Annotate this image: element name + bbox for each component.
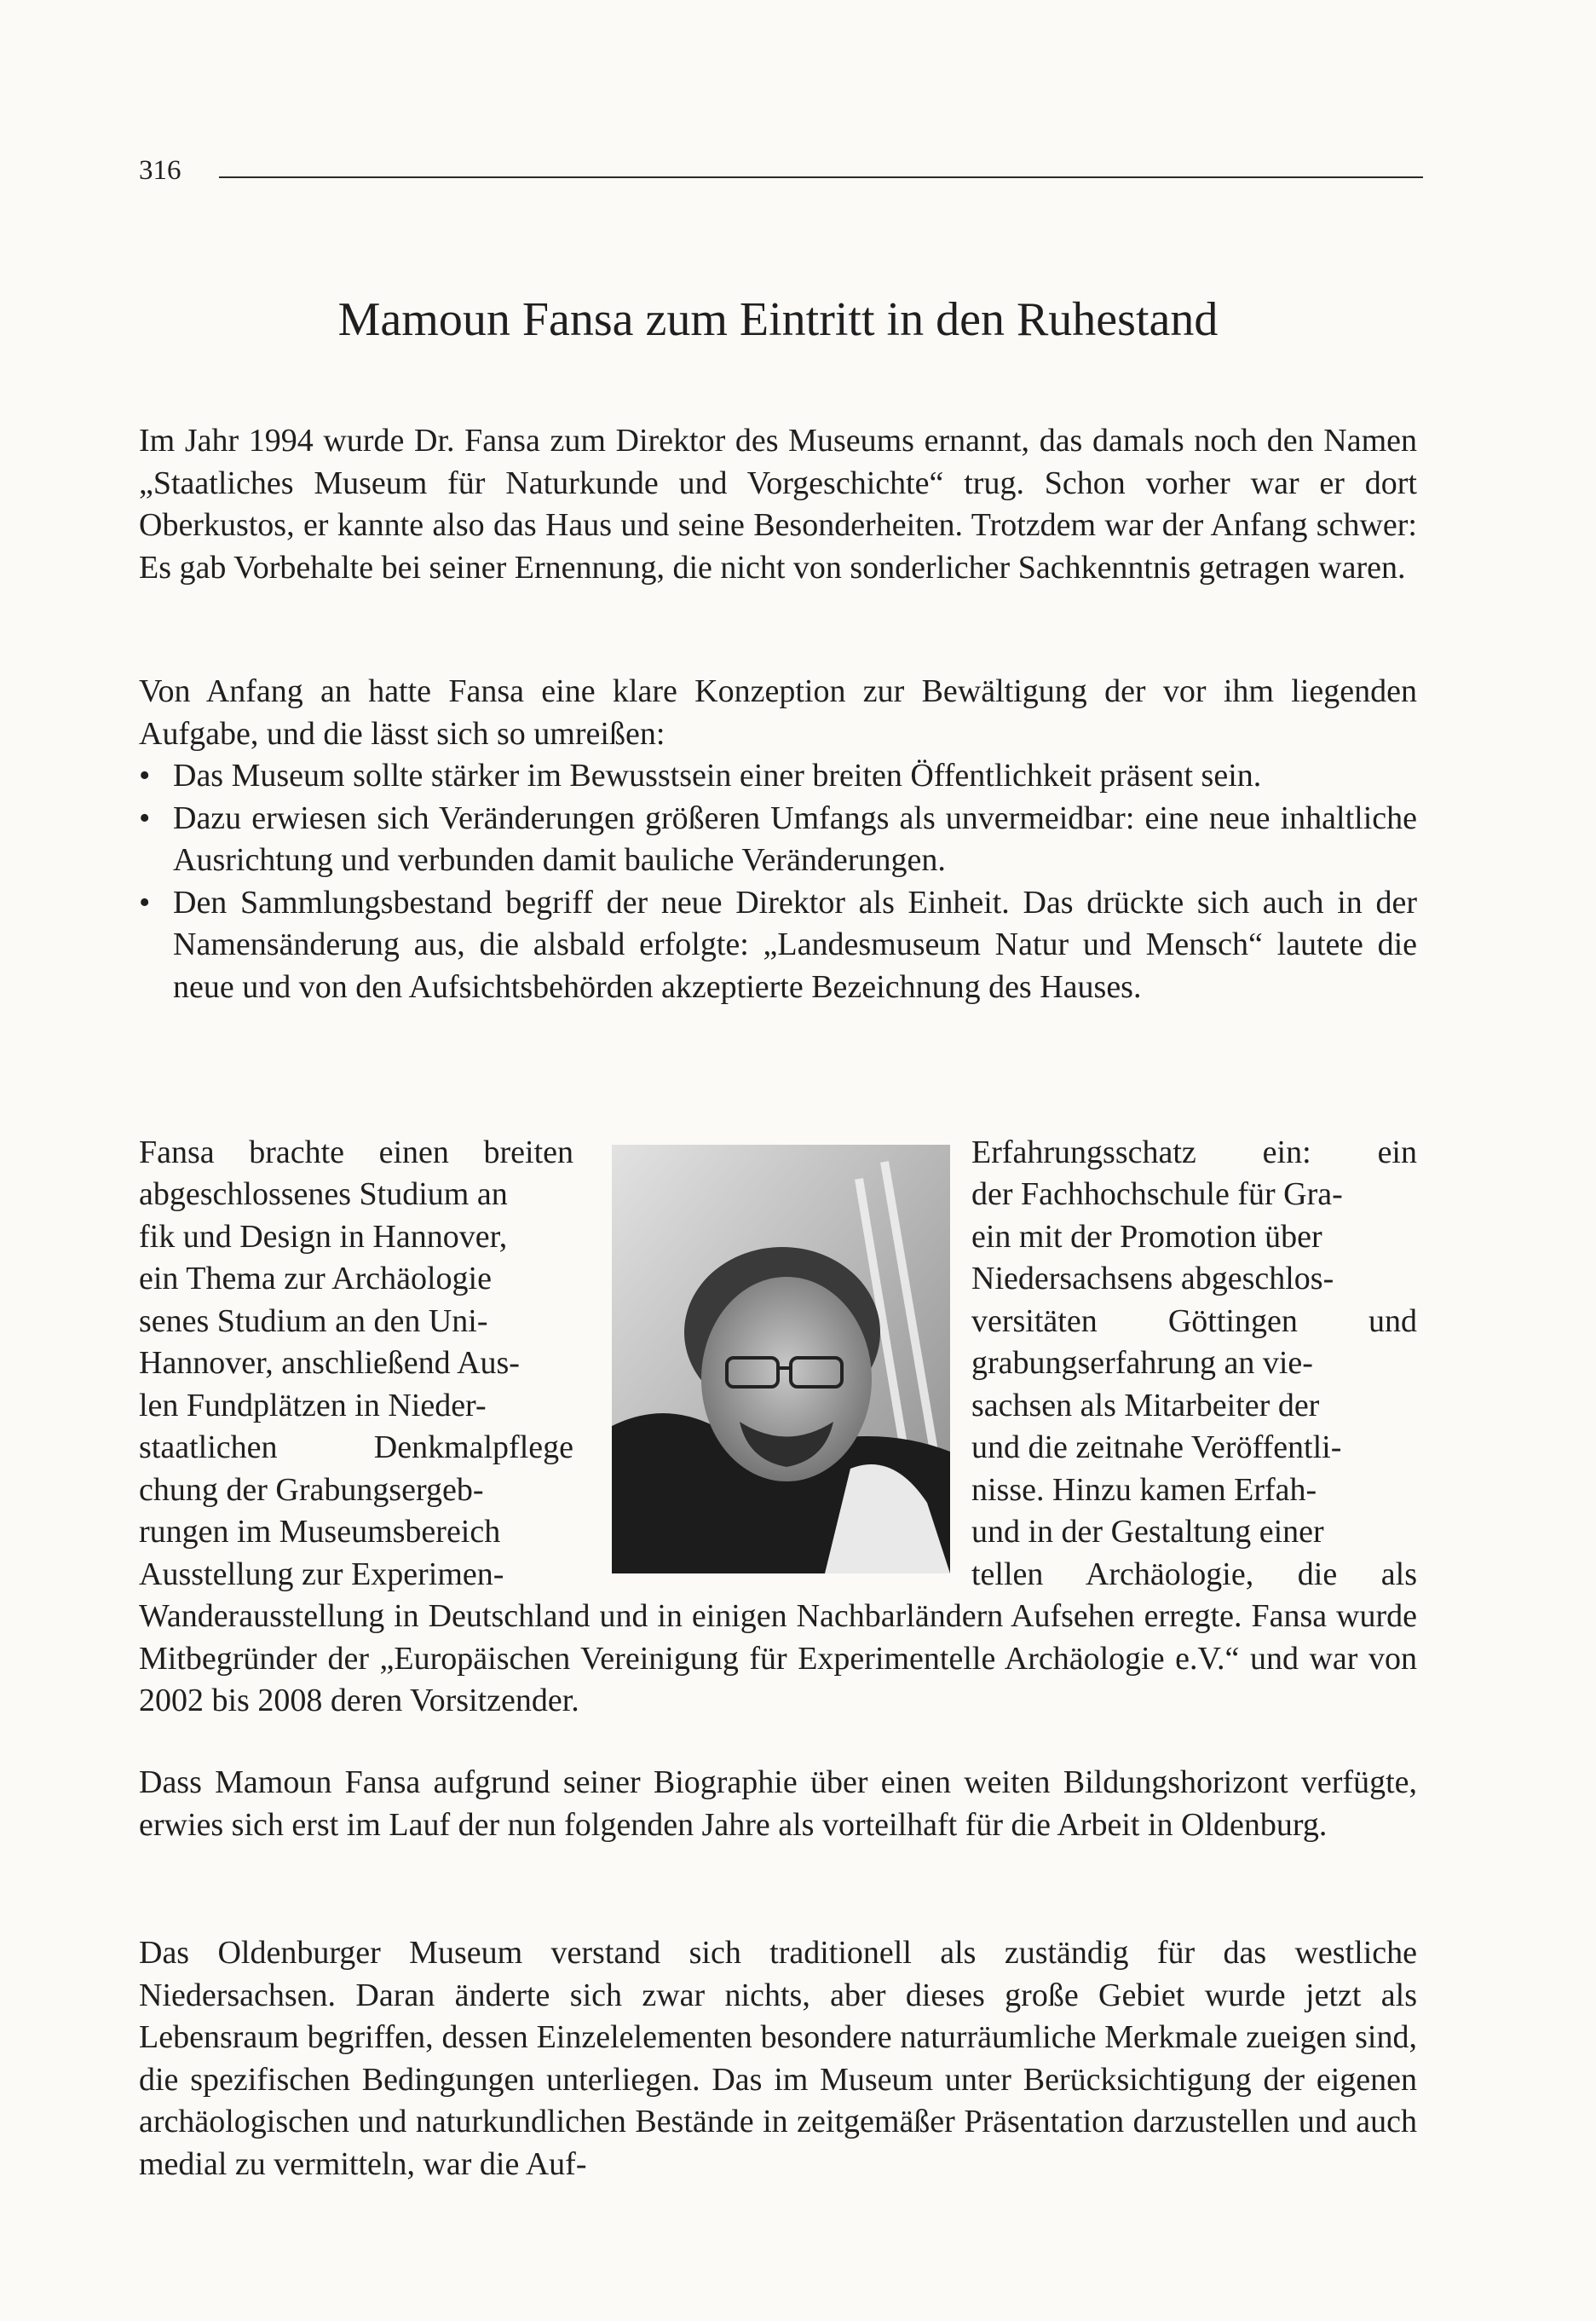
portrait-image [612,1145,950,1573]
left-column-line: abgeschlossenes Studium an [139,1176,508,1212]
left-column-line: chung der Grabungsergeb- [139,1472,484,1508]
bullet-icon: • [139,758,151,794]
article-title: Mamoun Fansa zum Eintritt in den Ruhestand [337,292,1219,346]
right-column-line: und in der Gestaltung einer [971,1514,1324,1550]
left-column-line: staatlichen Denkmalpflege [139,1429,573,1465]
paragraph-1-text: Im Jahr 1994 wurde Dr. Fansa zum Direktor des Museums ernannt, das damals noch den Namen „Staatliches Museum für Naturkunde und Vorgeschichte“ trug. Schon vorher war er dort Oberkustos, er kannte also das Haus und seine Besonderheiten. Trotzdem war der Anfang schwer: Es gab Vorbehalte bei seiner Ernennung, die nicht von sonderlicher Sachkenntnis getragen waren. [139,423,1417,586]
bullet-icon: • [139,800,151,836]
left-column-line: Ausstellung zur Experimen- [139,1556,504,1592]
paragraph-5 [139,1932,1417,2185]
left-column-line: ein Thema zur Archäologie [139,1261,492,1296]
paragraph-4 [139,1762,1417,1846]
right-column-line: und die zeitnahe Veröffentli- [971,1429,1342,1465]
paragraph-5-text: Das Oldenburger Museum verstand sich traditionell als zuständig für das westliche Niedersachsen. Daran änderte sich zwar nichts, aber dieses große Gebiet wurde jetzt als Lebensraum begriffen, dessen Einzelelementen besondere naturräumliche Merkmale zueigen sind, die spezifischen Bedingungen unterliegen. Das im Museum unter Berücksichtigung der eigenen archäologischen und naturkundlichen Bestände in zeitgemäßer Präsentation darzustellen und auch medial zu vermitteln, war die Auf- [139,1935,1417,2182]
list-item [139,755,1417,798]
bullet-icon: • [139,884,151,921]
list-item-text: Dazu erwiesen sich Veränderungen größeren Umfangs als unvermeidbar: eine neue inhaltliche Ausrichtung und verbunden damit bauliche Veränderungen. [173,800,1417,878]
header-rule [219,176,1423,178]
left-column-line: Fansa brachte einen breiten [139,1135,573,1170]
right-column-line: ein mit der Promotion über [971,1219,1322,1255]
left-column-line: fik und Design in Hannover, [139,1219,508,1255]
right-column-line: versitäten Göttingen und [971,1303,1417,1339]
left-column-line: senes Studium an den Uni- [139,1303,488,1339]
bullet-list [139,755,1417,1008]
paragraph-4-text: Dass Mamoun Fansa aufgrund seiner Biographie über einen weiten Bildungshorizont verfügte, erwies sich erst im Lauf der nun folgenden Jahre als vorteilhaft für die Arbeit in Oldenburg. [139,1764,1417,1843]
right-column-line: grabungserfahrung an vie- [971,1345,1313,1381]
list-item-text: Das Museum sollte stärker im Bewusstsein einer breiten Öffentlichkeit präsent sein. [173,758,1262,794]
right-column-line: sachsen als Mitarbeiter der [971,1388,1320,1423]
paragraph-2 [139,671,1417,755]
list-item [139,882,1417,1009]
left-column-line: len Fundplätzen in Nieder- [139,1388,487,1423]
right-column-line: tellen Archäologie, die als [971,1556,1417,1592]
page-number: 316 [139,155,181,186]
right-column-line: der Fachhochschule für Gra- [971,1176,1343,1212]
paragraph-3 [139,1596,1417,1723]
list-item-text: Den Sammlungsbestand begriff der neue Direktor als Einheit. Das drückte sich auch in der Namensänderung aus, die alsbald erfolgte: „Landesmuseum Natur und Mensch“ lautete die neue und von den Aufsichtsbehörden akzeptierte Bezeichnung des Hauses. [173,884,1417,1005]
right-column-line: nisse. Hinzu kamen Erfah- [971,1472,1317,1508]
left-column-line: Hannover, anschließend Aus- [139,1345,520,1381]
right-column-line: Niedersachsens abgeschlos- [971,1261,1334,1296]
paragraph-1 [139,420,1417,589]
list-item [139,798,1417,882]
paragraph-2-text: Von Anfang an hatte Fansa eine klare Konzeption zur Bewältigung der vor ihm liegenden Aufgabe, und die lässt sich so umreißen: [139,673,1417,752]
left-column-line: rungen im Museumsbereich [139,1514,501,1550]
portrait-photo [612,1145,950,1573]
paragraph-3-text: Wanderausstellung in Deutschland und in einigen Nachbarländern Aufsehen erregte. Fansa wurde Mitbegründer der „Europäischen Vereinigung für Experimentelle Archäologie e.V.“ und war von 2002 bis 2008 deren Vorsitzender. [139,1598,1417,1718]
right-column-line: Erfahrungsschatz ein: ein [971,1135,1417,1170]
